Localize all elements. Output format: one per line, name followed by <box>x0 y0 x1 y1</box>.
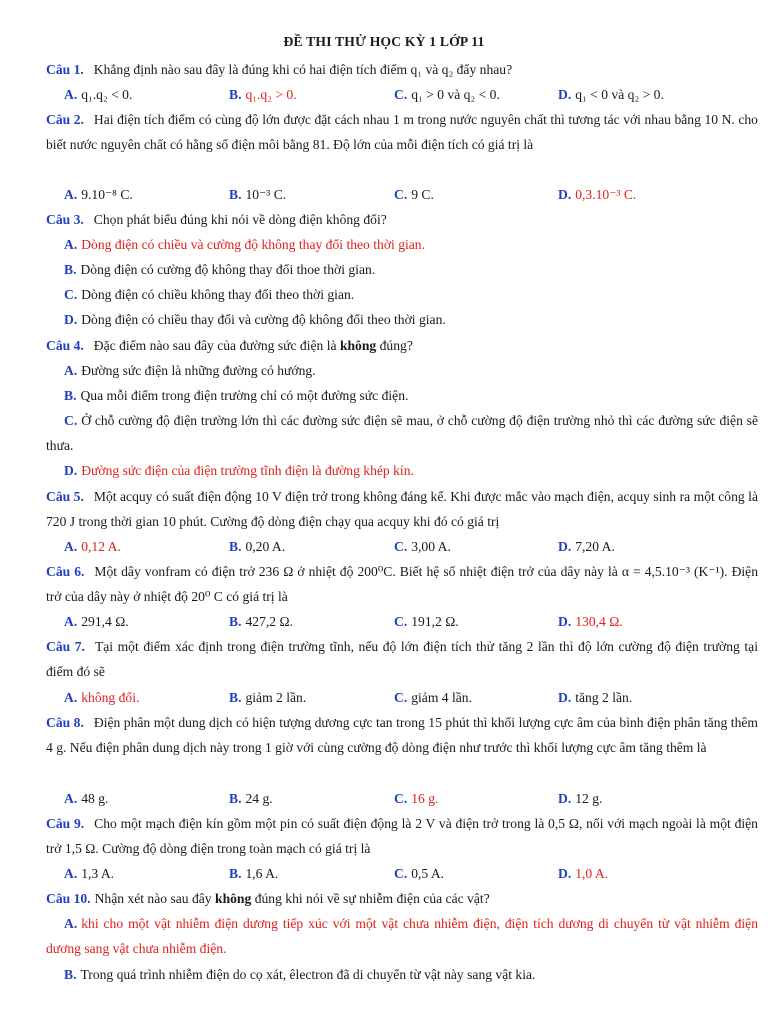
question-text: Điện phân một dung dịch có hiện tượng dương cực tan trong 15 phút thì khối lượng cực âm của bình điện phân tăng thêm 4 g. Nếu điện phân dung dịch này trong 1 giờ với cùng cường độ dòng điện như trước thì khối lượng cực âm tăng thêm là <box>46 715 758 756</box>
option-c[interactable]: C. Ở chỗ cường độ điện trường lớn thì các đường sức điện sẽ mau, ở chỗ cường độ điện trường nhỏ thì các đường sức điện sẽ thưa. <box>46 413 758 454</box>
option-b[interactable]: B. 10⁻³ C. <box>229 187 287 202</box>
option-d[interactable]: D. Đường sức điện của điện trường tĩnh điện là đường khép kín. <box>64 463 414 478</box>
option-b[interactable]: B. Qua mỗi điểm trong điện trường chỉ có một đường sức điện. <box>64 388 409 403</box>
option-b[interactable]: B. giảm 2 lần. <box>229 690 307 705</box>
option-b[interactable]: B. q₁.q₂ > 0. <box>229 87 297 102</box>
question-number: Câu 6. <box>46 564 85 579</box>
option-c[interactable]: C. 3,00 A. <box>394 539 451 554</box>
question-2 <box>46 107 758 157</box>
question-number: Câu 3. <box>46 212 84 227</box>
option-d[interactable]: D. q₁ < 0 và q₂ > 0. <box>558 87 664 102</box>
question-text: Hai điện tích điểm có cùng độ lớn được đặt cách nhau 1 m trong nước nguyên chất thì tương tác với nhau bằng 10 N. cho biết nước nguyên chất có hằng số điện môi bằng 81. Độ lớn của mỗi điện tích có giá trị là <box>46 112 758 153</box>
option-a[interactable]: A. 9.10⁻⁸ C. <box>64 187 133 202</box>
option-c[interactable]: C. 9 C. <box>394 187 434 202</box>
option-a[interactable]: A. q₁.q₂ < 0. <box>64 87 133 102</box>
question-5 <box>46 484 758 534</box>
option-b[interactable]: B. 0,20 A. <box>229 539 286 554</box>
question-9-options <box>64 861 764 886</box>
question-text: Cho một mạch điện kín gồm một pin có suất điện động là 2 V và điện trở trong là 0,5 Ω, nối với mạch ngoài là một điện trở 1,5 Ω. Cường độ dòng điện trong toàn mạch có giá trị là <box>46 816 758 857</box>
option-a[interactable]: A. 48 g. <box>64 791 109 806</box>
question-6 <box>46 559 758 609</box>
option-a[interactable]: A. Dòng điện có chiều và cường độ không thay đổi theo thời gian. <box>64 237 425 252</box>
question-9 <box>46 811 758 861</box>
option-a[interactable]: A. khi cho một vật nhiễm điện dương tiếp xúc với một vật chưa nhiễm điện, điện tích dương di chuyển từ vật nhiễm điện dương sang vật chưa nhiễm điện. <box>46 916 758 957</box>
question-number: Câu 10. <box>46 891 91 906</box>
option-c[interactable]: C. 16 g. <box>394 791 439 806</box>
emphasis-text: không <box>339 338 377 353</box>
option-b[interactable]: B. 427,2 Ω. <box>229 614 293 629</box>
question-text: Khẳng định nào sau đây là đúng khi có hai điện tích điểm q₁ và q₂ đẩy nhau? <box>93 62 513 77</box>
option-c[interactable]: C. 191,2 Ω. <box>394 614 459 629</box>
question-text: Nhận xét nào sau đây <box>94 891 212 906</box>
question-8 <box>46 710 758 760</box>
question-3 <box>46 207 758 232</box>
option-a[interactable]: A. không đổi. <box>64 690 140 705</box>
option-d[interactable]: D. 1,0 A. <box>558 866 609 881</box>
option-c[interactable]: C. q₁ > 0 và q₂ < 0. <box>394 87 500 102</box>
emphasis-text: không <box>215 891 252 906</box>
question-10 <box>46 886 758 911</box>
question-text-tail: đúng? <box>379 338 413 353</box>
question-1-options <box>64 82 764 107</box>
question-number: Câu 8. <box>46 715 84 730</box>
option-a[interactable]: A. Đường sức điện là những đường có hướng. <box>64 363 316 378</box>
question-number: Câu 2. <box>46 112 84 127</box>
option-c[interactable]: C. 0,5 A. <box>394 866 445 881</box>
option-b[interactable]: B. Dòng điện có cường độ không thay đổi thoe thời gian. <box>64 262 376 277</box>
question-text: Đặc điểm nào sau đây của đường sức điện là <box>93 338 337 353</box>
option-a[interactable]: A. 291,4 Ω. <box>64 614 129 629</box>
option-a[interactable]: A. 1,3 A. <box>64 866 115 881</box>
option-c[interactable]: C. giảm 4 lần. <box>394 690 472 705</box>
option-a[interactable]: A. 0,12 A. <box>64 539 121 554</box>
option-d[interactable]: D. 130,4 Ω. <box>558 614 623 629</box>
question-7 <box>46 634 758 684</box>
option-d[interactable]: D. 7,20 A. <box>558 539 615 554</box>
question-7-options <box>64 685 764 710</box>
option-b[interactable]: B. 24 g. <box>229 791 273 806</box>
question-2-options <box>64 182 764 207</box>
question-4 <box>46 333 758 358</box>
question-number: Câu 1. <box>46 62 84 77</box>
option-c[interactable]: C. Dòng điện có chiều không thay đổi theo thời gian. <box>64 287 355 302</box>
question-text-tail: đúng khi nói về sự nhiễm điện của các vật? <box>254 891 490 906</box>
question-text: Tại một điểm xác định trong điện trường tĩnh, nếu độ lớn điện tích thử tăng 2 lần thì độ lớn cường độ điện trường tại điểm đó sẽ <box>46 639 758 680</box>
option-b[interactable]: B. 1,6 A. <box>229 866 279 881</box>
question-text: Chọn phát biểu đúng khi nói về dòng điện không đổi? <box>93 212 387 227</box>
option-d[interactable]: D. Dòng điện có chiều thay đổi và cường độ không đổi theo thời gian. <box>64 312 446 327</box>
question-number: Câu 4. <box>46 338 84 353</box>
question-text: Một dây vonfram có điện trở 236 Ω ở nhiệt độ 200⁰C. Biết hệ số nhiệt điện trở của dây này là α = 4,5.10⁻³ (K⁻¹). Điện trở của dây này ở nhiệt độ 20⁰ C có giá trị là <box>46 564 758 605</box>
option-d[interactable]: D. tăng 2 lần. <box>558 690 633 705</box>
option-d[interactable]: D. 0,3.10⁻³ C. <box>558 187 637 202</box>
question-text: Một acquy có suất điện động 10 V điện trở trong không đáng kể. Khi được mắc vào mạch điện, acquy sinh ra một công là 720 J trong thời gian 10 phút. Cường độ dòng điện chạy qua acquy khi đó có giá trị <box>46 489 758 530</box>
exam-title: ĐỀ THI THỬ HỌC KỲ 1 LỚP 11 <box>283 34 485 49</box>
question-5-options <box>64 534 764 559</box>
question-number: Câu 9. <box>46 816 85 831</box>
question-number: Câu 7. <box>46 639 85 654</box>
option-b[interactable]: B. Trong quá trình nhiễm điện do cọ xát, êlectron đã di chuyển từ vật này sang vật kia. <box>64 967 536 982</box>
question-8-options <box>64 786 764 811</box>
option-d[interactable]: D. 12 g. <box>558 791 603 806</box>
question-1 <box>46 57 758 82</box>
question-number: Câu 5. <box>46 489 84 504</box>
question-6-options <box>64 609 764 634</box>
